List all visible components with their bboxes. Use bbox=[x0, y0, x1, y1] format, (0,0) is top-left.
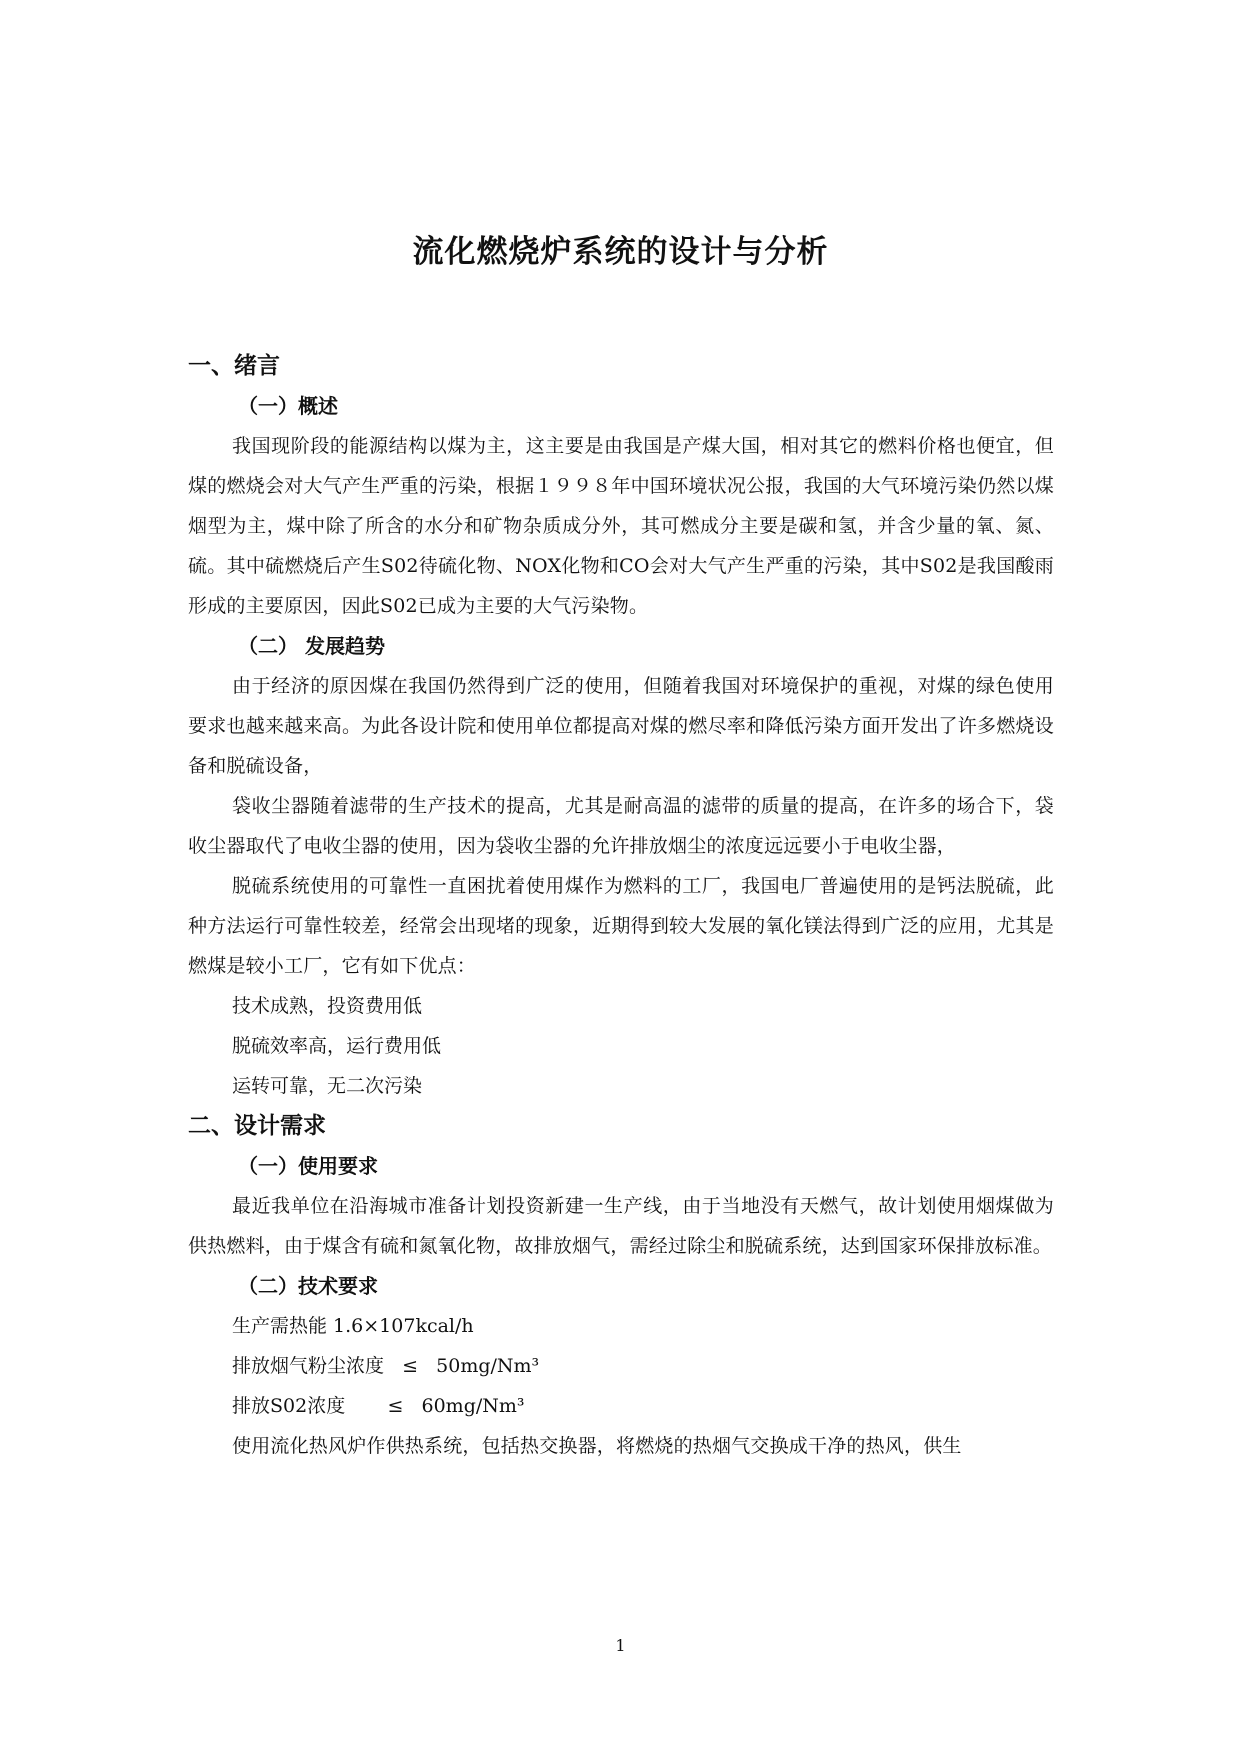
paragraph-trend-3: 脱硫系统使用的可靠性一直困扰着使用煤作为燃料的工厂，我国电厂普遍使用的是钙法脱硫，此种方法运行可靠性较差，经常会出现堵的现象，近期得到较大发展的氧化镁法得到广泛的应用，尤其是燃煤是较小工厂，它有如下优点： bbox=[188, 875, 1054, 977]
document-title: 流化燃烧炉系统的设计与分析 bbox=[412, 234, 829, 270]
subsection-heading-tech: （二）技术要求 bbox=[238, 1274, 378, 1298]
section-heading-1: 一、绪言 bbox=[188, 353, 280, 379]
section-heading-2: 二、设计需求 bbox=[188, 1113, 326, 1139]
subsection-heading-usage: （一）使用要求 bbox=[238, 1154, 378, 1178]
advantage-item: 运转可靠，无二次污染 bbox=[232, 1075, 423, 1097]
paragraph-trend-1: 由于经济的原因煤在我国仍然得到广泛的使用，但随着我国对环境保护的重视，对煤的绿色使用要求也越来越来高。为此各设计院和使用单位都提高对煤的燃尽率和降低污染方面开发出了许多燃烧设备和脱硫设备， bbox=[188, 675, 1054, 777]
subsection-heading-trend: （二） 发展趋势 bbox=[238, 634, 385, 658]
spec-item: 排放烟气粉尘浓度 ≤ 50mg/Nm³ bbox=[232, 1355, 540, 1377]
document-body bbox=[188, 346, 1054, 1466]
page-number: 1 bbox=[615, 1636, 626, 1655]
paragraph-tech: 使用流化热风炉作供热系统，包括热交换器，将燃烧的热烟气交换成干净的热风，供生 bbox=[232, 1435, 962, 1457]
paragraph-trend-2: 袋收尘器随着滤带的生产技术的提高，尤其是耐高温的滤带的质量的提高，在许多的场合下，袋收尘器取代了电收尘器的使用，因为袋收尘器的允许排放烟尘的浓度远远要小于电收尘器， bbox=[188, 795, 1054, 857]
subsection-heading-overview: （一）概述 bbox=[238, 394, 338, 418]
spec-item: 生产需热能 1.6×107kcal/h bbox=[232, 1315, 474, 1337]
spec-item: 排放S02浓度 ≤ 60mg/Nm³ bbox=[232, 1395, 525, 1417]
paragraph-usage: 最近我单位在沿海城市准备计划投资新建一生产线，由于当地没有天燃气，故计划使用烟煤做为供热燃料，由于煤含有硫和氮氧化物，故排放烟气，需经过除尘和脱硫系统，达到国家环保排放标准。 bbox=[188, 1195, 1054, 1257]
paragraph-overview: 我国现阶段的能源结构以煤为主，这主要是由我国是产煤大国，相对其它的燃料价格也便宜，但煤的燃烧会对大气产生严重的污染，根据１９９８年中国环境状况公报，我国的大气环境污染仍然以煤烟型为主，煤中除了所含的水分和矿物杂质成分外，其可燃成分主要是碳和氢，并含少量的氧、氮、硫。其中硫燃烧后产生S02待硫化物、NOX化物和CO会对大气产生严重的污染，其中S02是我国酸雨形成的主要原因，因此S02已成为主要的大气污染物。 bbox=[188, 435, 1054, 617]
advantage-item: 技术成熟，投资费用低 bbox=[232, 995, 423, 1017]
advantage-item: 脱硫效率高，运行费用低 bbox=[232, 1035, 442, 1057]
